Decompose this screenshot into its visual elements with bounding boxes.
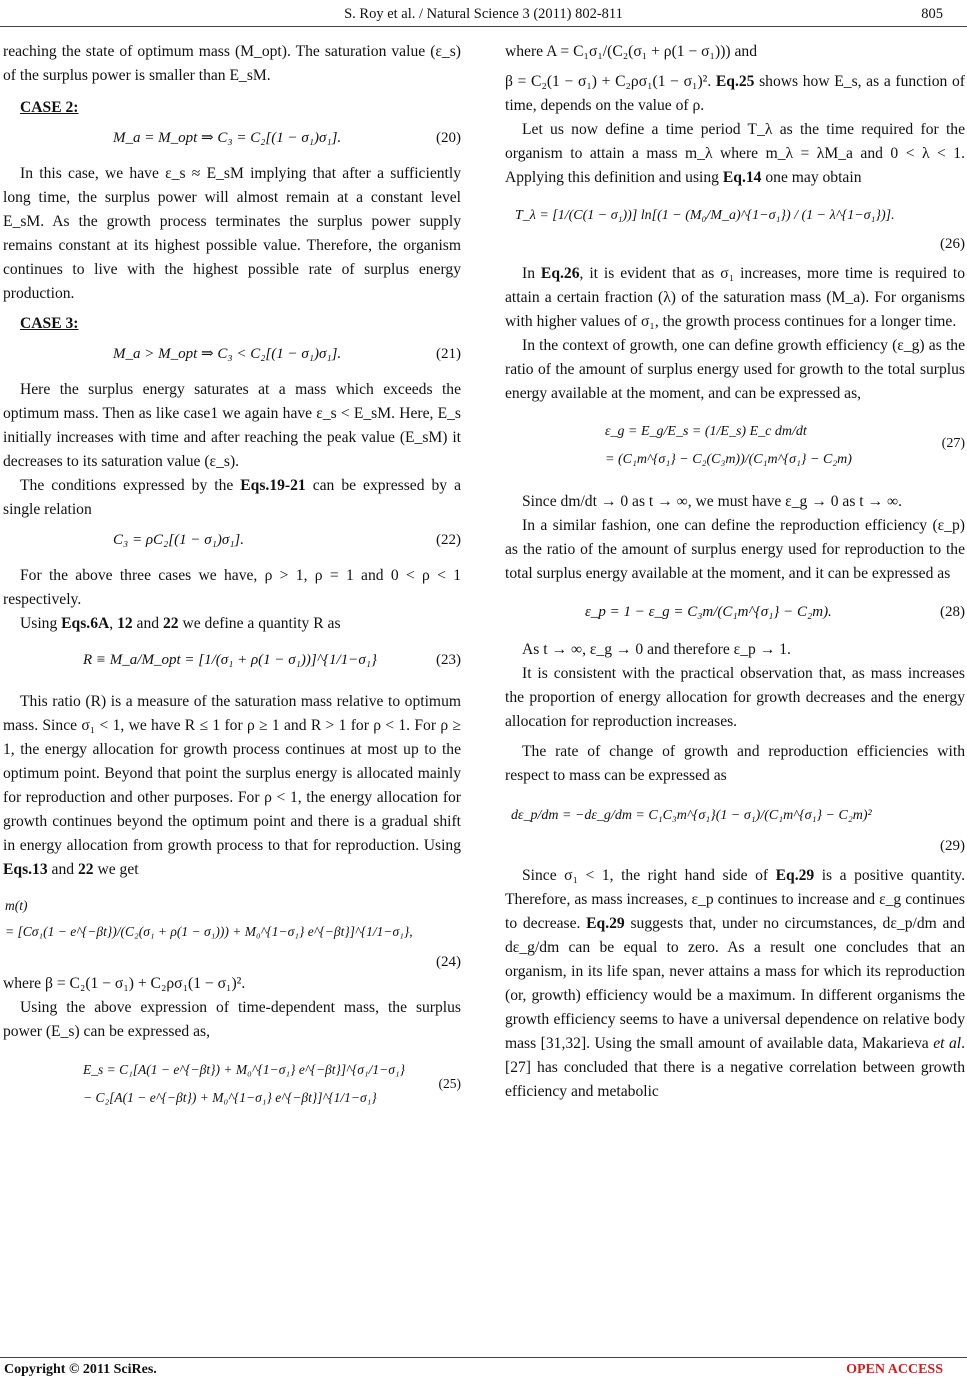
- paragraph: For the above three cases we have, ρ > 1, ρ = 1 and 0 < ρ < 1 respectively.: [3, 567, 461, 608]
- left-column: [3, 40, 461, 1114]
- equation-29: [505, 804, 965, 828]
- page-footer: [0, 1362, 967, 1384]
- open-access-label: OPEN ACCESS: [846, 1362, 943, 1377]
- equation-number-row: [3, 950, 461, 972]
- case-heading: CASE 2:: [20, 99, 79, 116]
- equation-26: [505, 204, 965, 228]
- paragraph: Here the surplus energy saturates at a mass which exceeds the optimum mass. Then as like case1 we again have ε_s < E_sM. Here, E_s initially increases with time and after reaching the peak value (E_sM) it decreases to its saturation value (ε_s).: [3, 381, 461, 470]
- paragraph: It is consistent with the practical observation that, as mass increases the proportion of energy allocation for growth decreases and the energy allocation for reproduction increases.: [505, 665, 965, 730]
- running-header: [0, 6, 967, 26]
- equation-line: = (C₁m^{σ₁} − C₂(C₃m))/(C₁m^{σ₁} − C₂m): [605, 452, 852, 467]
- equation-number: (23): [436, 652, 461, 668]
- right-column: [505, 40, 965, 1104]
- equation-body: T_λ = [1/(C(1 − σ₁))] ln[(1 − (M₀/M_a)^{1−σ₁}) / (1 − λ^{1−σ₁})].: [515, 208, 895, 223]
- paragraph: As t → ∞, ε_g → 0 and therefore ε_p → 1.: [522, 641, 791, 658]
- paragraph: In Eq.26, it is evident that as σ₁ increases, more time is required to attain a certain fraction (λ) of the saturation mass (M_a). For organisms with higher values of σ₁, the growth process continues for a longer time.: [505, 265, 965, 330]
- equation-number: (22): [436, 532, 461, 548]
- paragraph: This ratio (R) is a measure of the saturation mass relative to optimum mass. Since σ₁ < 1, we have R ≤ 1 for ρ ≥ 1 and R > 1 for ρ < 1. For ρ ≥ 1, the energy allocation for growth process continues at most up to the optimum point. Beyond that point the surplus energy is allocated mainly for reproduction and other purposes. For ρ < 1, the energy allocation for growth continues beyond the optimum point and there is a gradual shift in energy allocation from growth process to that for reproduction. Using Eqs.13 and 22 we get: [3, 693, 461, 878]
- paragraph: β = C₂(1 − σ₁) + C₂ρσ₁(1 − σ₁)². Eq.25 shows how E_s, as a function of time, depends on the value of ρ.: [505, 73, 965, 114]
- equation-body: M_a = M_opt ⇒ C₃ = C₂[(1 − σ₁)σ₁].: [113, 130, 342, 146]
- page-number: 805: [921, 6, 943, 22]
- equation-line: = [Cσ₁(1 − e^{−βt})/(C₂(σ₁ + ρ(1 − σ₁))) + M₀^{1−σ₁} e^{−βt}]^{1/1−σ₁},: [5, 924, 413, 939]
- equation-body: R ≡ M_a/M_opt = [1/(σ₁ + ρ(1 − σ₁))]^{1/1−σ₁}: [83, 652, 377, 668]
- equation-number: (26): [940, 236, 965, 252]
- equation-20: [3, 126, 461, 150]
- equation-22: [3, 528, 461, 552]
- equation-21: [3, 342, 461, 366]
- paragraph: Using Eqs.6A, 12 and 22 we define a quantity R as: [20, 615, 341, 632]
- footer-rule: [0, 1357, 967, 1358]
- equation-28: [505, 600, 965, 624]
- equation-27: [505, 418, 965, 470]
- equation-number: (27): [941, 436, 965, 451]
- paragraph: In a similar fashion, one can define the reproduction efficiency (ε_p) as the ratio of the amount of surplus energy used for reproduction to the total surplus energy available at the moment, and it can be expressed as: [505, 517, 965, 582]
- paragraph: where A = C₁σ₁/(C₂(σ₁ + ρ(1 − σ₁))) and: [505, 43, 757, 60]
- paragraph: In the context of growth, one can define growth efficiency (ε_g) as the ratio of the amount of surplus energy used for growth to the total surplus energy available at the moment, and can be expressed as,: [505, 337, 965, 402]
- equation-24: [3, 892, 461, 944]
- equation-25: [3, 1056, 461, 1108]
- paragraph: The rate of change of growth and reproduction efficiencies with respect to mass can be expressed as: [505, 743, 965, 784]
- paragraph: In this case, we have ε_s ≈ E_sM implying that after a sufficiently long time, the surplus power will almost remain at a constant level E_sM. As the growth process terminates the surplus power supply remains constant at its highest possible value. Therefore, the organism continues to live with the highest possible rate of surplus energy production.: [3, 165, 461, 302]
- equation-number: (28): [940, 604, 965, 620]
- equation-body: M_a > M_opt ⇒ C₃ < C₂[(1 − σ₁)σ₁].: [113, 346, 342, 362]
- equation-body: C₃ = ρC₂[(1 − σ₁)σ₁].: [113, 532, 245, 548]
- equation-number: (20): [436, 130, 461, 146]
- equation-line: − C₂[A(1 − e^{−βt}) + M₀^{1−σ₁} e^{−βt}]^{1/1−σ₁}: [83, 1090, 377, 1105]
- equation-body: ε_p = 1 − ε_g = C₃m/(C₁m^{σ₁} − C₂m).: [585, 604, 832, 620]
- equation-number-row: [505, 834, 965, 856]
- paragraph: Let us now define a time period T_λ as the time required for the organism to attain a mass m_λ where m_λ = λM_a and 0 < λ < 1. Applying this definition and using Eq.14 one may obtain: [505, 121, 965, 186]
- paragraph: The conditions expressed by the Eqs.19-21 can be expressed by a single relation: [3, 477, 461, 518]
- paragraph: where β = C₂(1 − σ₁) + C₂ρσ₁(1 − σ₁)².: [3, 975, 246, 992]
- copyright-notice: Copyright © 2011 SciRes.: [4, 1362, 157, 1377]
- paragraph: Using the above expression of time-dependent mass, the surplus power (E_s) can be expressed as,: [3, 999, 461, 1040]
- case-heading: CASE 3:: [20, 315, 79, 332]
- paragraph: reaching the state of optimum mass (M_opt). The saturation value (ε_s) of the surplus power is smaller than E_sM.: [3, 43, 461, 84]
- equation-line: E_s = C₁[A(1 − e^{−βt}) + M₀^{1−σ₁} e^{−βt}]^{σ₁/1−σ₁}: [83, 1062, 405, 1077]
- header-rule: [0, 26, 967, 27]
- equation-body: dε_p/dm = −dε_g/dm = C₁C₃m^{σ₁}(1 − σ₁)/(C₁m^{σ₁} − C₂m)²: [511, 808, 872, 823]
- paragraph: Since dm/dt → 0 as t → ∞, we must have ε_g → 0 as t → ∞.: [522, 493, 903, 510]
- equation-line: ε_g = E_g/E_s = (1/E_s) E_c dm/dt: [605, 424, 807, 439]
- running-title: S. Roy et al. / Natural Science 3 (2011) 802-811: [344, 6, 623, 22]
- equation-line: m(t): [5, 898, 28, 913]
- equation-number: (24): [436, 954, 461, 970]
- paragraph: Since σ₁ < 1, the right hand side of Eq.29 is a positive quantity. Therefore, as mass increases, ε_p continues to increase and ε_g continues to decrease. Eq.29 suggests that, under no circumstances, dε_p/dm and dε_g/dm can be equal to zero. As a result one concludes that an organism, in its life span, never attains a mass for which its reproduction (or, growth) efficiency would be a maximum. In different organisms the growth efficiency seems to have a universal dependence on relative body mass [31,32]. Using the small amount of available data, Makarieva et al. [27] has concluded that there is a negative correlation between growth efficiency and metabolic: [505, 867, 965, 1100]
- equation-number: (21): [436, 346, 461, 362]
- equation-23: [3, 648, 461, 672]
- equation-number: (29): [940, 838, 965, 854]
- equation-number-row: [505, 232, 965, 254]
- equation-number: (25): [438, 1076, 461, 1091]
